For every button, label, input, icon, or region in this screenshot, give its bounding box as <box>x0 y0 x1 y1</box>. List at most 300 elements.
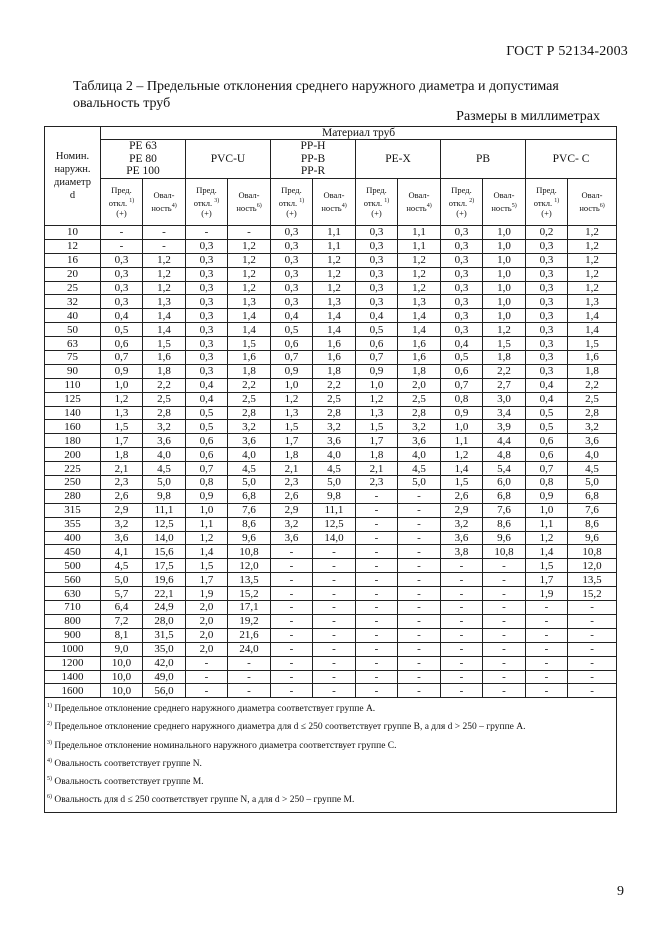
ovality-cell: 12,0 <box>228 559 271 573</box>
footnote: $^{5)}$ Овальность соответствует группе M. <box>47 775 204 788</box>
deviation-cell: - <box>356 489 398 503</box>
deviation-cell: - <box>356 587 398 601</box>
ovality-cell: - <box>398 545 441 559</box>
deviation-cell: 0,5 <box>526 406 568 420</box>
table-row <box>45 281 617 295</box>
deviation-cell: 0,3 <box>186 323 228 337</box>
ovality-cell: 1,2 <box>228 253 271 267</box>
ovality-cell: 3,6 <box>143 434 186 448</box>
nominal-diameter-cell: 250 <box>45 476 101 490</box>
ovality-cell: 12,0 <box>568 559 617 573</box>
ovality-cell: 1,2 <box>568 226 617 240</box>
ovality-cell: 1,6 <box>568 351 617 365</box>
deviation-cell: 0,6 <box>186 434 228 448</box>
deviation-cell: 1,1 <box>186 517 228 531</box>
ovality-cell: 2,7 <box>483 378 526 392</box>
deviation-cell: 0,4 <box>186 378 228 392</box>
ovality-cell: - <box>228 670 271 684</box>
deviation-cell: 1,8 <box>356 448 398 462</box>
deviation-cell: - <box>271 573 313 587</box>
deviation-cell: 0,3 <box>526 351 568 365</box>
ovality-cell: - <box>313 670 356 684</box>
deviation-cell: - <box>441 573 483 587</box>
ovality-cell: 35,0 <box>143 642 186 656</box>
deviation-cell: 0,5 <box>441 351 483 365</box>
ovality-cell: 4,0 <box>228 448 271 462</box>
deviation-cell: 1,7 <box>101 434 143 448</box>
deviation-cell: 2,6 <box>271 489 313 503</box>
deviation-cell: - <box>356 614 398 628</box>
ovality-cell: - <box>398 559 441 573</box>
ovality-cell: 12,5 <box>313 517 356 531</box>
deviation-cell: 6,4 <box>101 601 143 615</box>
ovality-cell: 21,6 <box>228 628 271 642</box>
ovality-cell: - <box>568 656 617 670</box>
ovality-cell: 9,6 <box>228 531 271 545</box>
deviation-cell: - <box>356 531 398 545</box>
footnote: $^{3)}$ Предельное отклонение номинального наружного диаметра соответствует группе C. <box>47 739 397 751</box>
ovality-cell: 3,2 <box>313 420 356 434</box>
ovality-cell: - <box>313 684 356 698</box>
deviation-cell: 0,8 <box>186 476 228 490</box>
deviation-cell: - <box>441 670 483 684</box>
deviation-cell: 1,2 <box>526 531 568 545</box>
deviation-cell: 0,2 <box>526 226 568 240</box>
deviation-cell: - <box>356 642 398 656</box>
nominal-diameter-cell: 12 <box>45 239 101 253</box>
deviation-cell: 0,3 <box>101 267 143 281</box>
material-group-header: PP-H PP-B PP-R <box>271 140 356 179</box>
material-group-header: PB <box>441 140 526 179</box>
nominal-diameter-cell: 710 <box>45 601 101 615</box>
ovality-cell: 4,4 <box>483 434 526 448</box>
document-standard-header: ГОСТ Р 52134-2003 <box>506 44 628 59</box>
ovality-cell: 1,8 <box>228 364 271 378</box>
ovality-cell: 1,6 <box>313 351 356 365</box>
nominal-diameter-cell: 160 <box>45 420 101 434</box>
ovality-cell: 5,4 <box>483 462 526 476</box>
deviation-cell: 0,3 <box>271 253 313 267</box>
ovality-cell: 15,2 <box>228 587 271 601</box>
ovality-cell: - <box>483 601 526 615</box>
deviation-cell: - <box>526 670 568 684</box>
deviation-cell: 0,3 <box>101 253 143 267</box>
deviation-cell: - <box>186 684 228 698</box>
deviation-cell: 0,7 <box>441 378 483 392</box>
ovality-cell: 3,2 <box>398 420 441 434</box>
ovality-cell: 1,8 <box>483 351 526 365</box>
ovality-cell: 1,4 <box>398 323 441 337</box>
table-row <box>45 448 617 462</box>
ovality-cell: - <box>313 573 356 587</box>
ovality-cell: 24,0 <box>228 642 271 656</box>
material-header: Материал труб <box>101 127 617 140</box>
ovality-cell: 2,2 <box>313 378 356 392</box>
deviation-cell: - <box>271 559 313 573</box>
deviation-cell: 0,3 <box>186 267 228 281</box>
footnote: $^{4)}$ Овальность соответствует группе N. <box>47 757 202 769</box>
ovality-cell: 1,0 <box>483 253 526 267</box>
table-row <box>45 601 617 615</box>
ovality-cell: - <box>398 503 441 517</box>
ovality-cell: - <box>398 517 441 531</box>
table-row <box>45 378 617 392</box>
nominal-diameter-cell: 1200 <box>45 656 101 670</box>
ovality-cell: 13,5 <box>228 573 271 587</box>
nominal-diameter-cell: 110 <box>45 378 101 392</box>
deviation-cell: 10,0 <box>101 656 143 670</box>
deviation-cell: 3,6 <box>441 531 483 545</box>
deviation-cell: 1,5 <box>526 559 568 573</box>
deviation-cell: - <box>356 601 398 615</box>
nominal-diameter-header: Номин. наружн. диаметр d <box>45 127 101 226</box>
ovality-cell: 1,5 <box>228 337 271 351</box>
ovality-cell: 2,2 <box>228 378 271 392</box>
deviation-cell: 3,8 <box>441 545 483 559</box>
ovality-cell: 1,4 <box>228 323 271 337</box>
deviation-cell: 0,3 <box>271 267 313 281</box>
material-group-header: PE-X <box>356 140 441 179</box>
deviation-cell: 2,1 <box>356 462 398 476</box>
ovality-cell: 1,3 <box>228 295 271 309</box>
table-row <box>45 226 617 240</box>
deviation-cell: 0,3 <box>526 239 568 253</box>
deviation-cell: 3,6 <box>101 531 143 545</box>
table-row <box>45 420 617 434</box>
ovality-cell: - <box>398 628 441 642</box>
ovality-cell: 6,0 <box>483 476 526 490</box>
ovality-cell: 2,2 <box>143 378 186 392</box>
ovality-cell: - <box>483 559 526 573</box>
deviation-cell: 0,3 <box>441 309 483 323</box>
table-footnotes <box>45 698 617 813</box>
deviation-cell: 0,3 <box>186 253 228 267</box>
deviation-cell: 0,7 <box>186 462 228 476</box>
table-row <box>45 517 617 531</box>
ovality-cell: 3,6 <box>228 434 271 448</box>
ovality-cell: 10,8 <box>483 545 526 559</box>
nominal-diameter-cell: 200 <box>45 448 101 462</box>
page-number: 9 <box>617 884 624 899</box>
nominal-diameter-cell: 40 <box>45 309 101 323</box>
deviation-cell: 0,3 <box>526 364 568 378</box>
ovality-cell: - <box>568 628 617 642</box>
ovality-cell: 4,0 <box>313 448 356 462</box>
nominal-diameter-cell: 180 <box>45 434 101 448</box>
ovality-cell: 1,2 <box>228 267 271 281</box>
ovality-subheader: Овал- ность$^{4)}$ <box>313 179 356 226</box>
material-group-header: PE 63 PE 80 PE 100 <box>101 140 186 179</box>
table-row <box>45 573 617 587</box>
ovality-cell: 1,2 <box>143 281 186 295</box>
ovality-cell: 1,1 <box>398 226 441 240</box>
nominal-diameter-cell: 20 <box>45 267 101 281</box>
deviation-cell: 1,4 <box>441 462 483 476</box>
ovality-cell: - <box>398 656 441 670</box>
deviation-cell: 0,3 <box>186 239 228 253</box>
ovality-cell: 56,0 <box>143 684 186 698</box>
ovality-cell: - <box>398 573 441 587</box>
nominal-diameter-cell: 140 <box>45 406 101 420</box>
ovality-cell: 1,5 <box>568 337 617 351</box>
ovality-subheader: Овал- ность$^{5)}$ <box>483 179 526 226</box>
table-row <box>45 531 617 545</box>
deviation-cell: 1,4 <box>526 545 568 559</box>
ovality-cell: 1,4 <box>228 309 271 323</box>
ovality-cell: - <box>483 670 526 684</box>
ovality-cell: 9,8 <box>313 489 356 503</box>
nominal-diameter-cell: 75 <box>45 351 101 365</box>
ovality-cell: 1,8 <box>568 364 617 378</box>
deviation-cell: 0,3 <box>441 295 483 309</box>
deviation-cell: 1,5 <box>101 420 143 434</box>
deviation-cell: 0,6 <box>441 364 483 378</box>
ovality-cell: - <box>313 587 356 601</box>
ovality-cell: 14,0 <box>143 531 186 545</box>
deviation-cell: 0,3 <box>356 226 398 240</box>
ovality-cell: - <box>568 684 617 698</box>
ovality-cell: 2,2 <box>568 378 617 392</box>
deviation-cell: 0,6 <box>271 337 313 351</box>
ovality-cell: 28,0 <box>143 614 186 628</box>
deviation-cell: 1,0 <box>441 420 483 434</box>
ovality-cell: 1,6 <box>143 351 186 365</box>
deviation-cell: - <box>356 684 398 698</box>
ovality-cell: 2,5 <box>568 392 617 406</box>
deviation-cell: - <box>526 656 568 670</box>
table-row <box>45 267 617 281</box>
material-group-header: PVC- C <box>526 140 617 179</box>
deviation-cell: 0,4 <box>101 309 143 323</box>
ovality-cell: 15,6 <box>143 545 186 559</box>
deviation-cell: 0,6 <box>186 448 228 462</box>
deviation-cell: 0,3 <box>356 239 398 253</box>
deviation-cell: - <box>101 239 143 253</box>
ovality-cell: 24,9 <box>143 601 186 615</box>
ovality-cell: 7,6 <box>483 503 526 517</box>
ovality-cell: 1,3 <box>313 295 356 309</box>
ovality-cell: 31,5 <box>143 628 186 642</box>
deviation-cell: 0,8 <box>441 392 483 406</box>
ovality-cell: 4,0 <box>143 448 186 462</box>
deviation-cell: 2,3 <box>101 476 143 490</box>
ovality-cell: 1,4 <box>143 309 186 323</box>
ovality-cell: 1,6 <box>313 337 356 351</box>
ovality-cell: 1,4 <box>313 323 356 337</box>
deviation-cell: 0,3 <box>271 239 313 253</box>
ovality-cell: 6,8 <box>228 489 271 503</box>
ovality-cell: - <box>313 656 356 670</box>
ovality-cell: - <box>483 573 526 587</box>
deviation-cell: 1,0 <box>526 503 568 517</box>
ovality-cell: 1,0 <box>483 295 526 309</box>
ovality-cell: 12,5 <box>143 517 186 531</box>
footnote: $^{6)}$ Овальность для d ≤ 250 соответствует группе N, а для d > 250 – группе M. <box>47 794 355 806</box>
nominal-diameter-cell: 900 <box>45 628 101 642</box>
deviation-cell: - <box>356 628 398 642</box>
deviation-cell: 1,4 <box>186 545 228 559</box>
deviation-cell: 1,2 <box>101 392 143 406</box>
ovality-cell: 17,5 <box>143 559 186 573</box>
ovality-cell: 9,6 <box>568 531 617 545</box>
deviation-cell: - <box>441 684 483 698</box>
table-row <box>45 406 617 420</box>
table-row <box>45 476 617 490</box>
ovality-cell: - <box>398 670 441 684</box>
deviation-cell: - <box>271 587 313 601</box>
deviation-cell: - <box>356 559 398 573</box>
deviation-cell: - <box>186 670 228 684</box>
nominal-diameter-cell: 400 <box>45 531 101 545</box>
ovality-cell: 2,2 <box>483 364 526 378</box>
table-row <box>45 628 617 642</box>
ovality-cell: 1,2 <box>313 253 356 267</box>
ovality-cell: 10,8 <box>568 545 617 559</box>
deviation-cell: - <box>356 545 398 559</box>
deviation-cell: 0,3 <box>526 267 568 281</box>
deviation-cell: 1,3 <box>271 406 313 420</box>
ovality-cell: 1,0 <box>483 281 526 295</box>
ovality-cell: 1,2 <box>313 281 356 295</box>
ovality-cell: - <box>228 656 271 670</box>
deviation-cell: 1,2 <box>186 531 228 545</box>
nominal-diameter-cell: 315 <box>45 503 101 517</box>
ovality-cell: 1,6 <box>398 351 441 365</box>
table-row <box>45 351 617 365</box>
ovality-cell: 1,2 <box>143 267 186 281</box>
ovality-cell: 1,2 <box>143 253 186 267</box>
tolerance-table <box>44 126 617 813</box>
deviation-cell: 0,5 <box>186 420 228 434</box>
ovality-cell: 3,0 <box>483 392 526 406</box>
deviation-subheader: Пред. откл. $^{3)}$ (+) <box>186 179 228 226</box>
deviation-cell: 8,1 <box>101 628 143 642</box>
deviation-cell: 2,0 <box>186 642 228 656</box>
ovality-cell: 1,2 <box>568 281 617 295</box>
ovality-cell: 8,6 <box>483 517 526 531</box>
deviation-cell: 0,5 <box>186 406 228 420</box>
deviation-cell: - <box>441 601 483 615</box>
table-row <box>45 462 617 476</box>
ovality-cell: 3,4 <box>483 406 526 420</box>
ovality-cell: 3,6 <box>398 434 441 448</box>
deviation-cell: - <box>441 559 483 573</box>
ovality-cell: - <box>313 642 356 656</box>
deviation-cell: 0,4 <box>526 392 568 406</box>
ovality-cell: 1,1 <box>313 239 356 253</box>
deviation-cell: 7,2 <box>101 614 143 628</box>
ovality-cell: - <box>398 601 441 615</box>
ovality-subheader: Овал- ность$^{6)}$ <box>568 179 617 226</box>
ovality-cell: 4,5 <box>568 462 617 476</box>
deviation-cell: 0,5 <box>271 323 313 337</box>
ovality-cell: - <box>313 545 356 559</box>
ovality-cell: 14,0 <box>313 531 356 545</box>
ovality-subheader: Овал- ность$^{6)}$ <box>228 179 271 226</box>
ovality-cell: 1,0 <box>483 309 526 323</box>
deviation-cell: - <box>356 656 398 670</box>
deviation-cell: 0,8 <box>526 476 568 490</box>
deviation-cell: 0,3 <box>186 281 228 295</box>
ovality-cell: 10,8 <box>228 545 271 559</box>
ovality-cell: 1,4 <box>568 309 617 323</box>
ovality-cell: 13,5 <box>568 573 617 587</box>
deviation-cell: 0,3 <box>441 226 483 240</box>
deviation-cell: 2,1 <box>271 462 313 476</box>
ovality-cell: 1,8 <box>143 364 186 378</box>
ovality-cell: 9,8 <box>143 489 186 503</box>
deviation-subheader: Пред. откл. $^{1)}$ (+) <box>101 179 143 226</box>
deviation-cell: - <box>271 656 313 670</box>
footnote: $^{2)}$ Предельное отклонение среднего наружного диаметра для d ≤ 250 соответствует группе B, а для d > 250 – группе A. <box>47 721 526 733</box>
table-row <box>45 684 617 698</box>
deviation-cell: 0,5 <box>526 420 568 434</box>
deviation-cell: 1,5 <box>271 420 313 434</box>
deviation-cell: - <box>356 503 398 517</box>
deviation-cell: 0,7 <box>271 351 313 365</box>
ovality-cell: 1,8 <box>313 364 356 378</box>
deviation-cell: 1,8 <box>271 448 313 462</box>
ovality-cell: - <box>568 642 617 656</box>
deviation-cell: 4,1 <box>101 545 143 559</box>
ovality-cell: 2,8 <box>568 406 617 420</box>
deviation-cell: 0,9 <box>101 364 143 378</box>
nominal-diameter-cell: 50 <box>45 323 101 337</box>
table-row <box>45 434 617 448</box>
table-row <box>45 489 617 503</box>
table-row <box>45 559 617 573</box>
ovality-cell: 1,6 <box>398 337 441 351</box>
ovality-cell: - <box>398 531 441 545</box>
ovality-cell: - <box>483 642 526 656</box>
deviation-cell: 9,0 <box>101 642 143 656</box>
ovality-cell: 4,0 <box>568 448 617 462</box>
ovality-cell: 1,3 <box>568 295 617 309</box>
deviation-cell: 3,2 <box>101 517 143 531</box>
ovality-cell: 49,0 <box>143 670 186 684</box>
ovality-cell: 5,0 <box>228 476 271 490</box>
ovality-cell: 11,1 <box>313 503 356 517</box>
deviation-cell: 2,3 <box>356 476 398 490</box>
deviation-cell: 1,3 <box>101 406 143 420</box>
nominal-diameter-cell: 10 <box>45 226 101 240</box>
deviation-cell: - <box>441 628 483 642</box>
ovality-cell: - <box>568 601 617 615</box>
deviation-cell: 2,9 <box>271 503 313 517</box>
deviation-cell: 1,5 <box>441 476 483 490</box>
ovality-cell: 22,1 <box>143 587 186 601</box>
ovality-cell: 2,5 <box>228 392 271 406</box>
deviation-cell: 0,3 <box>441 267 483 281</box>
ovality-cell: - <box>228 684 271 698</box>
nominal-diameter-cell: 32 <box>45 295 101 309</box>
ovality-cell: 3,6 <box>568 434 617 448</box>
deviation-cell: - <box>441 587 483 601</box>
ovality-cell: 4,8 <box>483 448 526 462</box>
ovality-cell: 1,2 <box>398 267 441 281</box>
deviation-cell: 2,1 <box>101 462 143 476</box>
ovality-cell: - <box>398 614 441 628</box>
deviation-cell: 0,3 <box>101 295 143 309</box>
ovality-cell: 4,5 <box>313 462 356 476</box>
table-row <box>45 642 617 656</box>
table-row <box>45 392 617 406</box>
ovality-cell: 7,6 <box>568 503 617 517</box>
ovality-subheader: Овал- ность$^{4)}$ <box>398 179 441 226</box>
ovality-cell: - <box>483 587 526 601</box>
ovality-cell: 4,5 <box>398 462 441 476</box>
ovality-cell: 1,2 <box>568 239 617 253</box>
